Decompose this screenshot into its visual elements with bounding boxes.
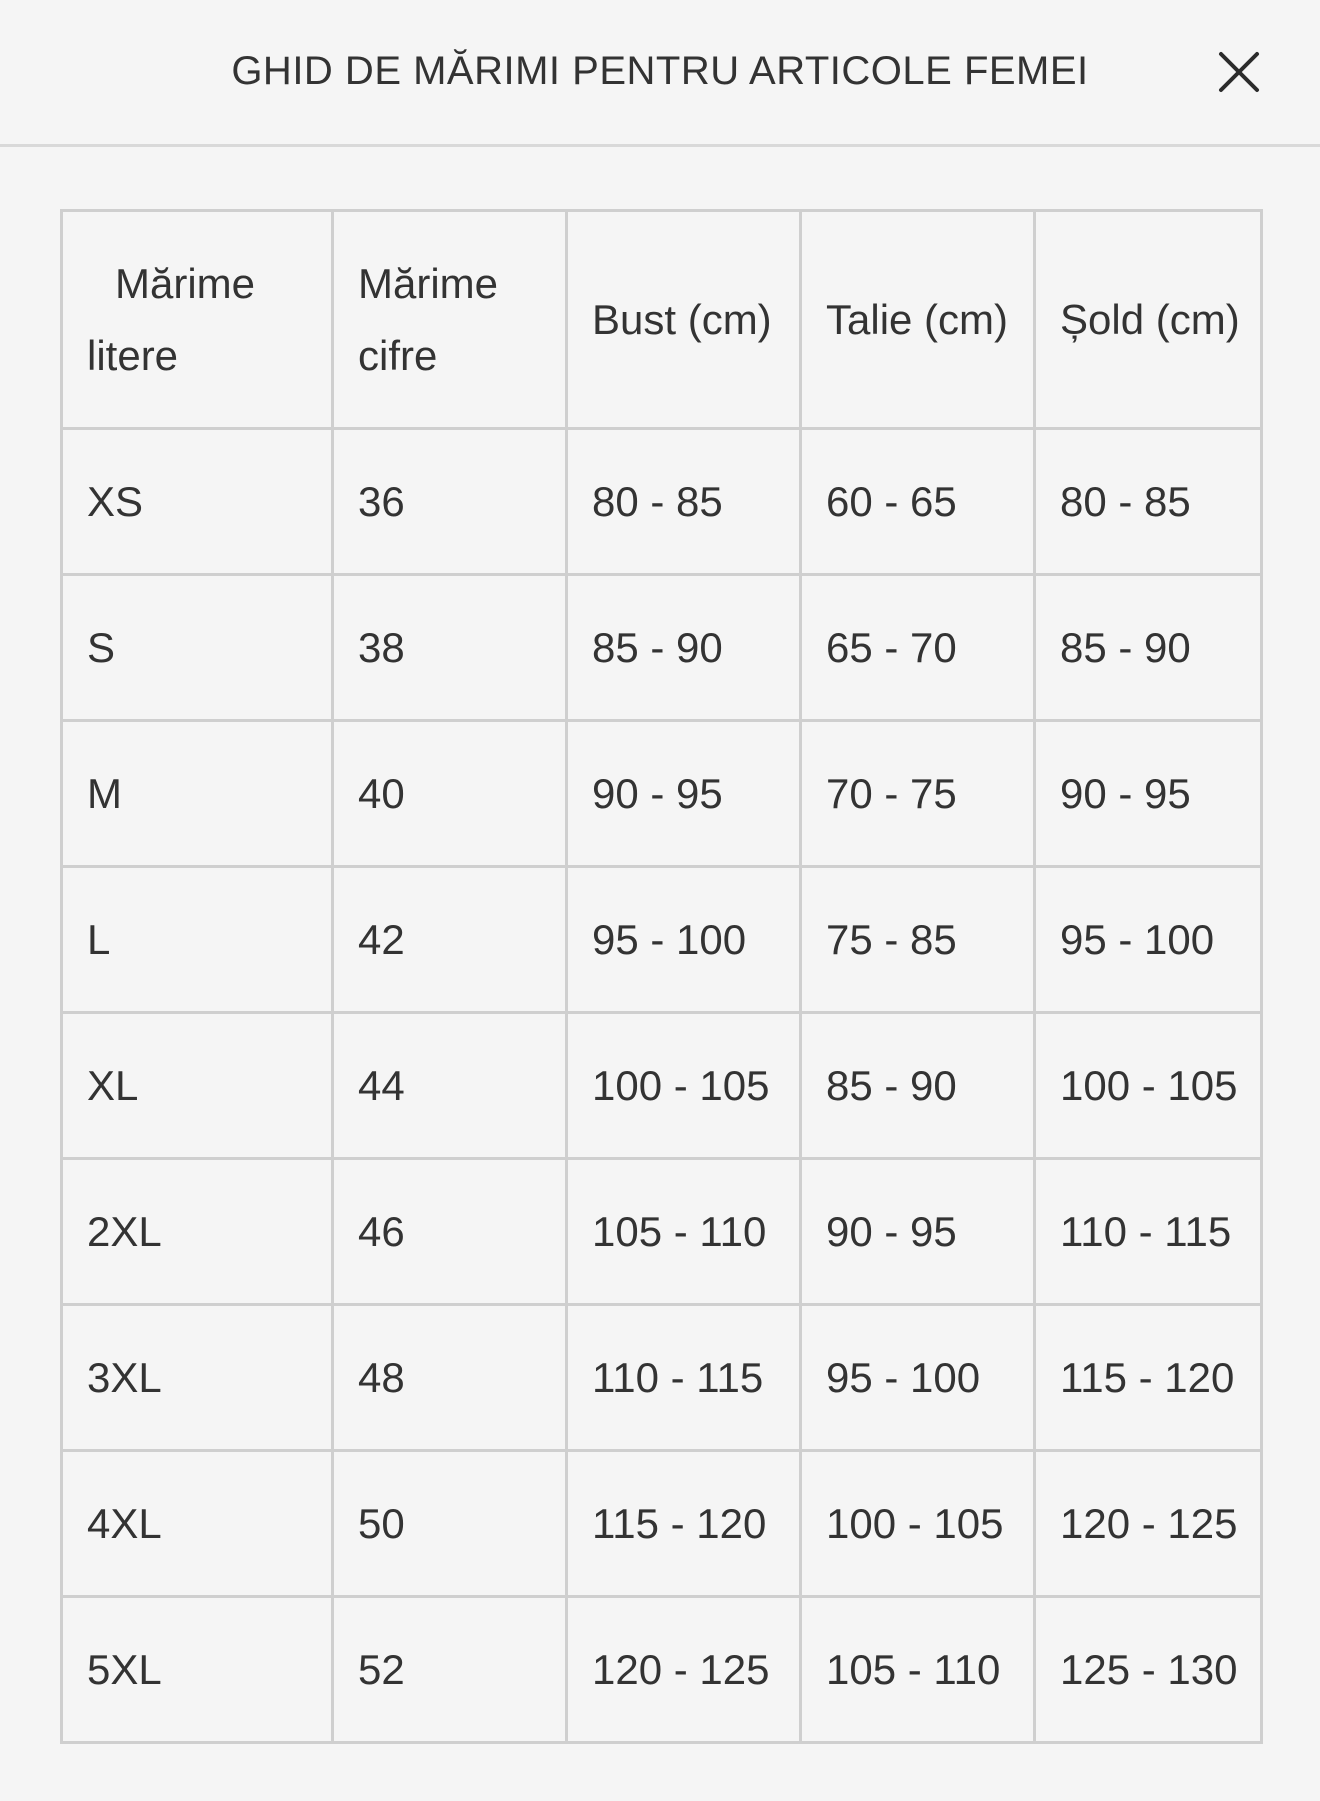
cell-size-letter: M: [62, 721, 333, 867]
cell-size-letter: XS: [62, 429, 333, 575]
cell-hip: 120 - 125: [1035, 1451, 1262, 1597]
cell-hip: 125 - 130: [1035, 1597, 1262, 1743]
cell-size-letter: 2XL: [62, 1159, 333, 1305]
cell-size-number: 40: [333, 721, 567, 867]
cell-waist: 75 - 85: [801, 867, 1035, 1013]
header-size-number: Mărime cifre: [333, 211, 567, 429]
cell-size-number: 38: [333, 575, 567, 721]
cell-size-number: 46: [333, 1159, 567, 1305]
header-waist: Talie (cm): [801, 211, 1035, 429]
cell-waist: 105 - 110: [801, 1597, 1035, 1743]
cell-waist: 70 - 75: [801, 721, 1035, 867]
cell-size-number: 42: [333, 867, 567, 1013]
cell-size-letter: 5XL: [62, 1597, 333, 1743]
table-row: [62, 1305, 1262, 1451]
cell-bust: 90 - 95: [567, 721, 801, 867]
header-bust: Bust (cm): [567, 211, 801, 429]
cell-size-letter: S: [62, 575, 333, 721]
cell-bust: 100 - 105: [567, 1013, 801, 1159]
cell-bust: 95 - 100: [567, 867, 801, 1013]
cell-size-letter: 3XL: [62, 1305, 333, 1451]
table-row: [62, 1597, 1262, 1743]
close-icon: [1215, 48, 1263, 96]
cell-waist: 60 - 65: [801, 429, 1035, 575]
cell-waist: 85 - 90: [801, 1013, 1035, 1159]
cell-waist: 65 - 70: [801, 575, 1035, 721]
cell-hip: 95 - 100: [1035, 867, 1262, 1013]
cell-waist: 95 - 100: [801, 1305, 1035, 1451]
cell-bust: 80 - 85: [567, 429, 801, 575]
cell-hip: 80 - 85: [1035, 429, 1262, 575]
table-header-row: [62, 211, 1262, 429]
cell-bust: 105 - 110: [567, 1159, 801, 1305]
cell-hip: 90 - 95: [1035, 721, 1262, 867]
cell-waist: 90 - 95: [801, 1159, 1035, 1305]
cell-hip: 100 - 105: [1035, 1013, 1262, 1159]
table-row: [62, 429, 1262, 575]
table-row: [62, 721, 1262, 867]
cell-bust: 110 - 115: [567, 1305, 801, 1451]
cell-hip: 85 - 90: [1035, 575, 1262, 721]
table-row: [62, 1013, 1262, 1159]
close-button[interactable]: [1215, 48, 1263, 96]
cell-size-number: 36: [333, 429, 567, 575]
cell-bust: 115 - 120: [567, 1451, 801, 1597]
cell-size-number: 48: [333, 1305, 567, 1451]
cell-bust: 120 - 125: [567, 1597, 801, 1743]
header-hip: Șold (cm): [1035, 211, 1262, 429]
table-row: [62, 1159, 1262, 1305]
cell-hip: 115 - 120: [1035, 1305, 1262, 1451]
cell-size-number: 44: [333, 1013, 567, 1159]
cell-size-number: 52: [333, 1597, 567, 1743]
cell-size-letter: 4XL: [62, 1451, 333, 1597]
cell-size-number: 50: [333, 1451, 567, 1597]
header-size-letter: Mărime litere: [62, 211, 333, 429]
table-row: [62, 1451, 1262, 1597]
cell-waist: 100 - 105: [801, 1451, 1035, 1597]
cell-size-letter: XL: [62, 1013, 333, 1159]
cell-hip: 110 - 115: [1035, 1159, 1262, 1305]
modal-header: [0, 0, 1320, 147]
table-row: [62, 575, 1262, 721]
page-title: GHID DE MĂRIMI PENTRU ARTICOLE FEMEI: [231, 49, 1089, 93]
cell-size-letter: L: [62, 867, 333, 1013]
table-row: [62, 867, 1262, 1013]
size-guide-table: [60, 209, 1263, 1744]
cell-bust: 85 - 90: [567, 575, 801, 721]
